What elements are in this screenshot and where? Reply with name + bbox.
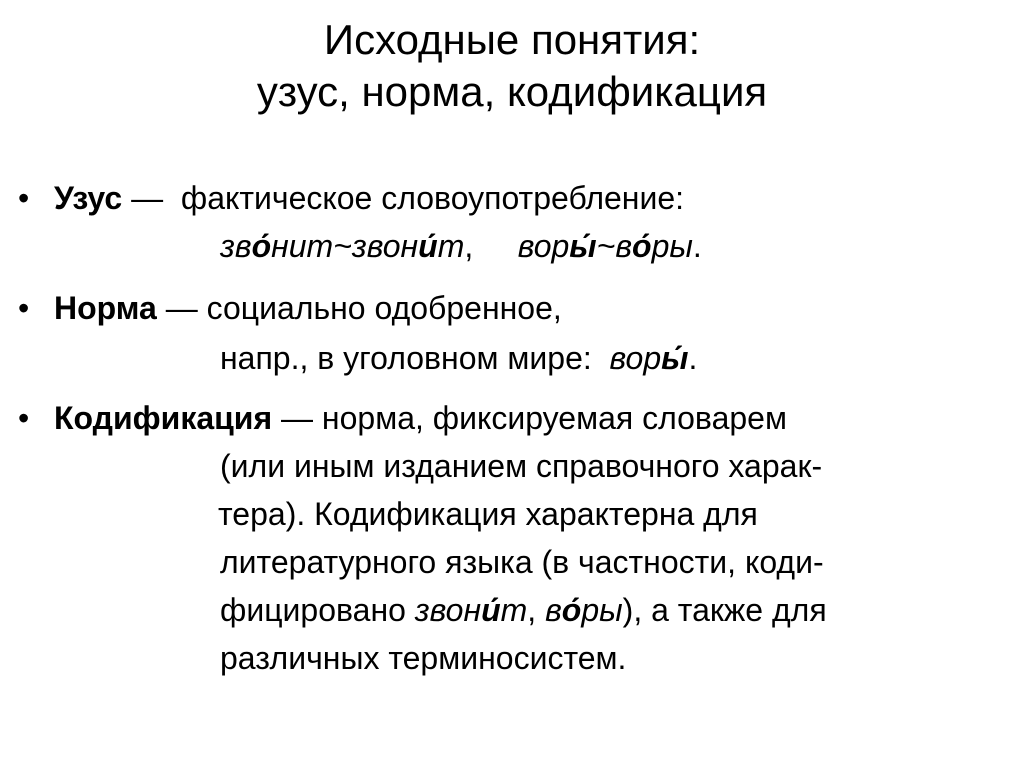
- codification-example-1c: т: [500, 592, 528, 628]
- usus-example-end: .: [692, 228, 702, 264]
- codification-example-1-stress: и́: [481, 592, 501, 628]
- usus-example-word-1b: нит~звон: [271, 228, 419, 264]
- title-line-1: Исходные понятия:: [323, 16, 701, 63]
- bullet-usus: •: [18, 180, 30, 216]
- usus-example-word-2a: вор: [517, 228, 570, 264]
- bullet-norm: •: [18, 290, 30, 326]
- norm-example-line: [220, 338, 697, 378]
- usus-example-word-2c: ры: [651, 228, 693, 264]
- codification-line-5-text: фицировано: [220, 592, 415, 628]
- norm-term: Норма: [54, 290, 157, 326]
- codification-term: Кодификация: [54, 400, 273, 436]
- norm-definition: социально одобренное,: [206, 290, 562, 326]
- norm-example-end: .: [688, 340, 698, 376]
- codification-line-4: литературного языка (в частности, коди-: [220, 544, 824, 580]
- norm-example-word: вор: [609, 340, 662, 376]
- codification-dash: —: [272, 400, 322, 436]
- usus-example-stress-3: ы́: [569, 228, 597, 264]
- codification-definition: норма, фиксируемая словарем: [321, 400, 787, 436]
- usus-definition: фактическое словоупотребление:: [180, 180, 685, 216]
- usus-example-stress-1: о́: [251, 228, 272, 264]
- norm-example-text: напр., в уголовном мире:: [220, 340, 610, 376]
- norm-dash: —: [156, 290, 207, 326]
- usus-example-stress-4: о́: [632, 228, 652, 264]
- usus-example-stress-2: и́: [418, 228, 438, 264]
- usus-example-separator: ,: [464, 228, 518, 264]
- codification-example-2c: ры: [581, 592, 623, 628]
- usus-definition-line: [54, 178, 684, 218]
- codification-example-2a: в: [545, 592, 562, 628]
- codification-example-2-stress: о́: [561, 592, 582, 628]
- usus-example-word-2b: ~в: [596, 228, 633, 264]
- usus-example-line: [220, 226, 702, 266]
- codification-line-1: [54, 398, 787, 438]
- usus-example-word-1a: зв: [220, 228, 252, 264]
- codification-line-5: [220, 590, 827, 630]
- usus-dash: —: [122, 180, 181, 216]
- usus-example-word-1c: т: [437, 228, 465, 264]
- usus-term: Узус: [54, 180, 123, 216]
- title-line-2: узус, норма, кодификация: [256, 68, 768, 115]
- codification-example-comma: ,: [527, 592, 546, 628]
- codification-line-2: (или иным изданием справочного харак-: [220, 448, 823, 484]
- codification-line-5-end: ), а также для: [622, 592, 827, 628]
- codification-line-6: различных терминосистем.: [220, 640, 627, 676]
- bullet-codification: •: [18, 400, 30, 436]
- codification-example-1a: звон: [414, 592, 482, 628]
- slide-title: [0, 14, 1024, 118]
- norm-definition-line: [54, 288, 562, 328]
- norm-example-stress: ы́: [661, 340, 689, 376]
- codification-line-3: тера). Кодификация характерна для: [218, 496, 758, 532]
